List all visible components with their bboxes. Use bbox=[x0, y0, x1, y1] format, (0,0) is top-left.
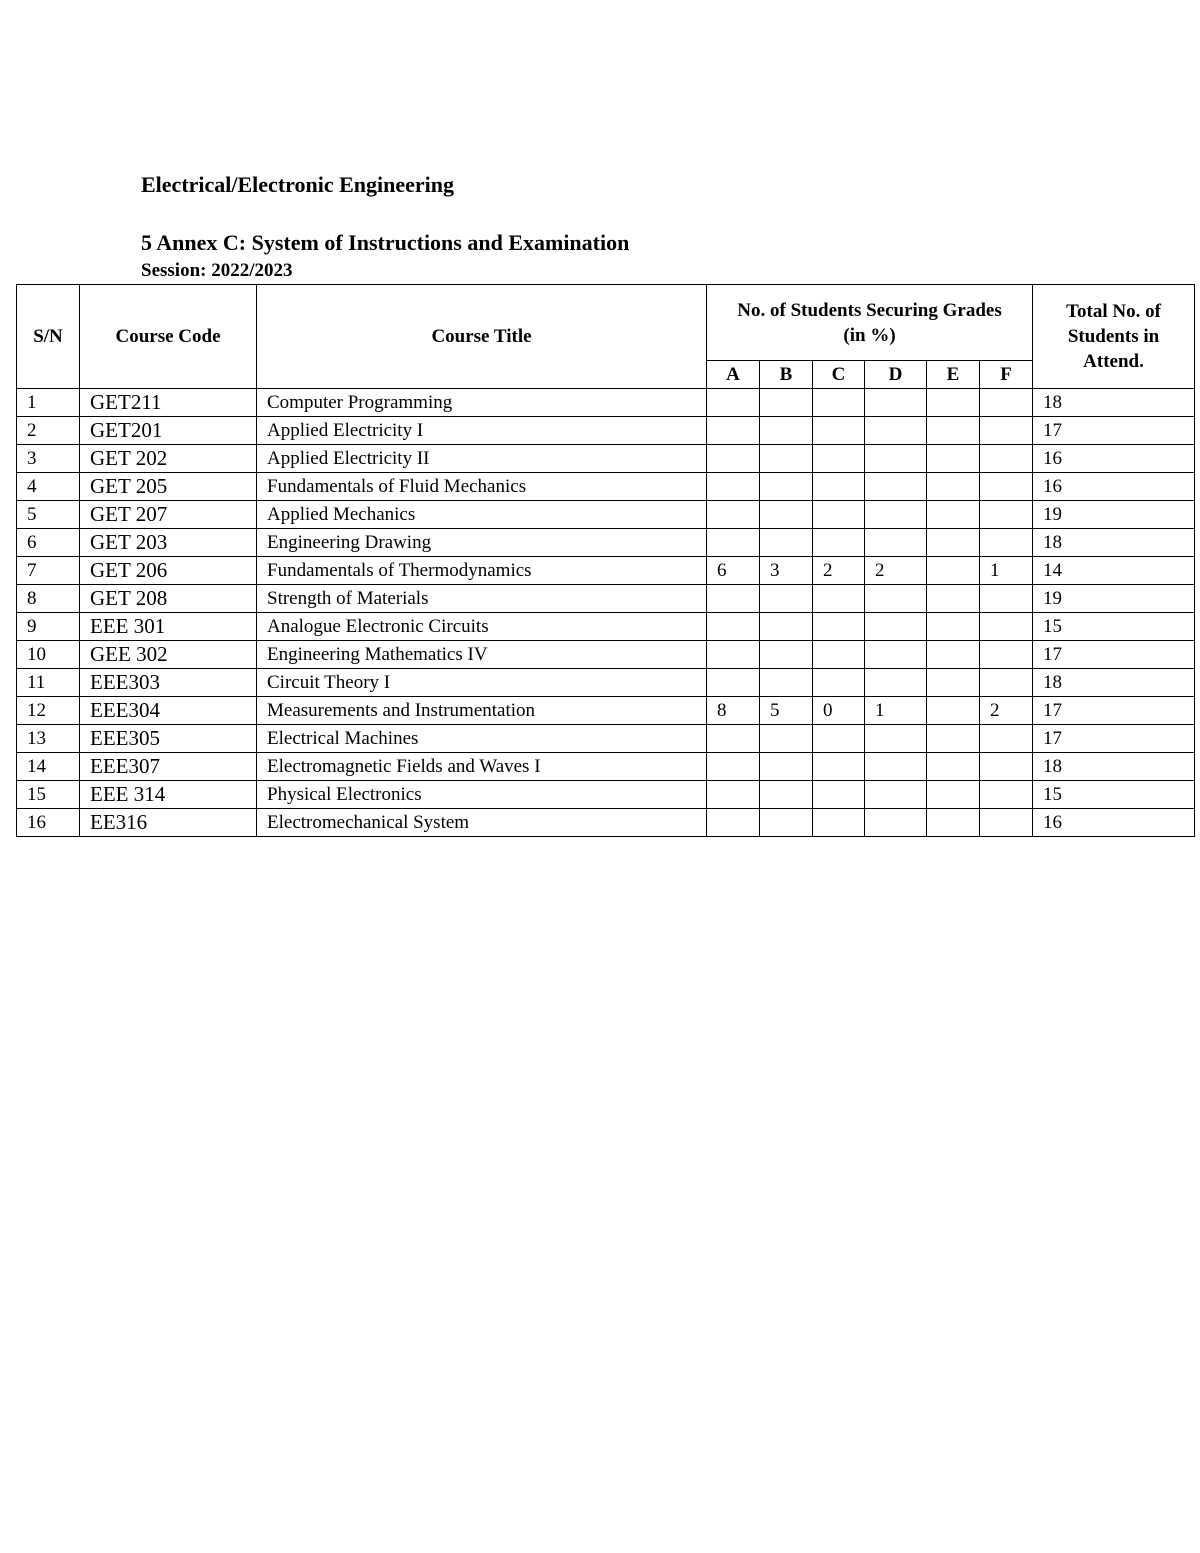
cell-total: 17 bbox=[1033, 417, 1195, 445]
cell-grade-c bbox=[813, 529, 865, 557]
annex-title: 5 Annex C: System of Instructions and Examination bbox=[141, 230, 630, 255]
cell-grade-d bbox=[865, 501, 927, 529]
cell-grade-f bbox=[980, 445, 1033, 473]
cell-course-code: GET 207 bbox=[80, 501, 257, 529]
cell-grade-f bbox=[980, 417, 1033, 445]
header-course-title: Course Title bbox=[257, 285, 707, 389]
cell-grade-d bbox=[865, 641, 927, 669]
table-row bbox=[17, 697, 1195, 725]
cell-sn: 7 bbox=[17, 557, 80, 585]
cell-sn: 9 bbox=[17, 613, 80, 641]
header-total-students: Total No. of Students in Attend. bbox=[1033, 285, 1195, 389]
cell-grade-a bbox=[707, 501, 760, 529]
cell-grade-b bbox=[760, 473, 813, 501]
cell-sn: 16 bbox=[17, 809, 80, 837]
cell-grade-d bbox=[865, 613, 927, 641]
cell-grade-d bbox=[865, 669, 927, 697]
header-grade-f: F bbox=[980, 361, 1033, 389]
cell-course-title: Applied Electricity II bbox=[257, 445, 707, 473]
cell-grade-d: 2 bbox=[865, 557, 927, 585]
cell-grade-d bbox=[865, 445, 927, 473]
cell-grade-e bbox=[927, 669, 980, 697]
cell-grade-b: 3 bbox=[760, 557, 813, 585]
cell-total: 19 bbox=[1033, 585, 1195, 613]
cell-course-code: EEE303 bbox=[80, 669, 257, 697]
cell-grade-e bbox=[927, 445, 980, 473]
cell-course-code: GET 208 bbox=[80, 585, 257, 613]
cell-grade-f bbox=[980, 809, 1033, 837]
cell-sn: 6 bbox=[17, 529, 80, 557]
cell-course-title: Fundamentals of Fluid Mechanics bbox=[257, 473, 707, 501]
cell-course-title: Strength of Materials bbox=[257, 585, 707, 613]
cell-grade-c bbox=[813, 781, 865, 809]
cell-course-title: Engineering Drawing bbox=[257, 529, 707, 557]
cell-sn: 1 bbox=[17, 389, 80, 417]
cell-course-code: GEE 302 bbox=[80, 641, 257, 669]
header-grade-a: A bbox=[707, 361, 760, 389]
cell-grade-a: 6 bbox=[707, 557, 760, 585]
cell-course-title: Analogue Electronic Circuits bbox=[257, 613, 707, 641]
cell-grade-c bbox=[813, 389, 865, 417]
cell-grade-e bbox=[927, 389, 980, 417]
cell-grade-c bbox=[813, 613, 865, 641]
cell-sn: 13 bbox=[17, 725, 80, 753]
cell-grade-f bbox=[980, 585, 1033, 613]
cell-grade-d bbox=[865, 781, 927, 809]
table-row bbox=[17, 753, 1195, 781]
cell-grade-a bbox=[707, 417, 760, 445]
header-grade-b: B bbox=[760, 361, 813, 389]
cell-grade-b bbox=[760, 809, 813, 837]
cell-grade-f bbox=[980, 613, 1033, 641]
cell-grade-f bbox=[980, 781, 1033, 809]
cell-grade-b bbox=[760, 417, 813, 445]
cell-sn: 5 bbox=[17, 501, 80, 529]
cell-grade-d bbox=[865, 529, 927, 557]
cell-grade-d bbox=[865, 753, 927, 781]
cell-grade-a bbox=[707, 669, 760, 697]
cell-course-code: EEE304 bbox=[80, 697, 257, 725]
cell-grade-d: 1 bbox=[865, 697, 927, 725]
cell-grade-a bbox=[707, 809, 760, 837]
cell-grade-f bbox=[980, 389, 1033, 417]
cell-total: 17 bbox=[1033, 725, 1195, 753]
cell-grade-f bbox=[980, 753, 1033, 781]
cell-course-code: GET 203 bbox=[80, 529, 257, 557]
header-grade-e: E bbox=[927, 361, 980, 389]
cell-grade-a: 8 bbox=[707, 697, 760, 725]
cell-course-title: Circuit Theory I bbox=[257, 669, 707, 697]
cell-grade-a bbox=[707, 641, 760, 669]
cell-grade-a bbox=[707, 445, 760, 473]
cell-total: 17 bbox=[1033, 697, 1195, 725]
cell-total: 16 bbox=[1033, 809, 1195, 837]
department-heading: Electrical/Electronic Engineering bbox=[141, 172, 455, 197]
cell-sn: 8 bbox=[17, 585, 80, 613]
cell-grade-a bbox=[707, 389, 760, 417]
table-row bbox=[17, 445, 1195, 473]
cell-grade-c bbox=[813, 445, 865, 473]
cell-sn: 11 bbox=[17, 669, 80, 697]
cell-grade-e bbox=[927, 697, 980, 725]
cell-grade-d bbox=[865, 417, 927, 445]
cell-grade-b bbox=[760, 725, 813, 753]
cell-grade-f bbox=[980, 473, 1033, 501]
cell-grade-e bbox=[927, 781, 980, 809]
cell-course-code: EEE305 bbox=[80, 725, 257, 753]
cell-grade-d bbox=[865, 585, 927, 613]
cell-total: 15 bbox=[1033, 613, 1195, 641]
table-row bbox=[17, 389, 1195, 417]
cell-grade-c bbox=[813, 473, 865, 501]
cell-grade-b: 5 bbox=[760, 697, 813, 725]
cell-grade-f bbox=[980, 529, 1033, 557]
cell-grade-f: 2 bbox=[980, 697, 1033, 725]
session-label: Session: 2022/2023 bbox=[141, 260, 293, 281]
cell-course-code: GET211 bbox=[80, 389, 257, 417]
cell-grade-d bbox=[865, 809, 927, 837]
cell-total: 17 bbox=[1033, 641, 1195, 669]
cell-course-title: Physical Electronics bbox=[257, 781, 707, 809]
table-row bbox=[17, 529, 1195, 557]
cell-grade-a bbox=[707, 585, 760, 613]
cell-sn: 12 bbox=[17, 697, 80, 725]
cell-grade-c bbox=[813, 417, 865, 445]
cell-grade-b bbox=[760, 753, 813, 781]
cell-grade-b bbox=[760, 529, 813, 557]
cell-grade-e bbox=[927, 809, 980, 837]
cell-course-title: Applied Mechanics bbox=[257, 501, 707, 529]
cell-grade-e bbox=[927, 725, 980, 753]
cell-grade-d bbox=[865, 725, 927, 753]
cell-grade-e bbox=[927, 753, 980, 781]
cell-sn: 2 bbox=[17, 417, 80, 445]
cell-grade-a bbox=[707, 725, 760, 753]
cell-grade-f bbox=[980, 725, 1033, 753]
cell-course-code: EEE307 bbox=[80, 753, 257, 781]
cell-grade-a bbox=[707, 473, 760, 501]
cell-grade-c bbox=[813, 641, 865, 669]
grades-table bbox=[16, 284, 1195, 837]
cell-course-code: EE316 bbox=[80, 809, 257, 837]
cell-total: 16 bbox=[1033, 473, 1195, 501]
cell-grade-c: 2 bbox=[813, 557, 865, 585]
table-body bbox=[17, 389, 1195, 837]
cell-grade-c bbox=[813, 501, 865, 529]
cell-sn: 10 bbox=[17, 641, 80, 669]
cell-total: 14 bbox=[1033, 557, 1195, 585]
header-course-code: Course Code bbox=[80, 285, 257, 389]
cell-grade-e bbox=[927, 557, 980, 585]
cell-course-code: GET201 bbox=[80, 417, 257, 445]
table-row bbox=[17, 417, 1195, 445]
cell-total: 18 bbox=[1033, 529, 1195, 557]
table-row bbox=[17, 473, 1195, 501]
table-row bbox=[17, 585, 1195, 613]
cell-course-title: Electromagnetic Fields and Waves I bbox=[257, 753, 707, 781]
cell-grade-b bbox=[760, 641, 813, 669]
cell-grade-e bbox=[927, 417, 980, 445]
cell-course-title: Applied Electricity I bbox=[257, 417, 707, 445]
cell-grade-d bbox=[865, 389, 927, 417]
cell-grade-e bbox=[927, 613, 980, 641]
cell-course-title: Measurements and Instrumentation bbox=[257, 697, 707, 725]
cell-grade-c bbox=[813, 753, 865, 781]
cell-grade-c bbox=[813, 669, 865, 697]
cell-sn: 3 bbox=[17, 445, 80, 473]
cell-course-code: EEE 301 bbox=[80, 613, 257, 641]
cell-grade-b bbox=[760, 389, 813, 417]
cell-grade-b bbox=[760, 585, 813, 613]
cell-course-title: Electromechanical System bbox=[257, 809, 707, 837]
cell-total: 18 bbox=[1033, 669, 1195, 697]
table-row bbox=[17, 809, 1195, 837]
cell-course-title: Computer Programming bbox=[257, 389, 707, 417]
cell-total: 18 bbox=[1033, 753, 1195, 781]
cell-grade-e bbox=[927, 585, 980, 613]
table-row bbox=[17, 501, 1195, 529]
cell-sn: 14 bbox=[17, 753, 80, 781]
table-row bbox=[17, 781, 1195, 809]
table-row bbox=[17, 557, 1195, 585]
cell-grade-b bbox=[760, 501, 813, 529]
cell-grade-f bbox=[980, 669, 1033, 697]
header-sn: S/N bbox=[17, 285, 80, 389]
cell-grade-c: 0 bbox=[813, 697, 865, 725]
cell-grade-a bbox=[707, 613, 760, 641]
cell-course-code: GET 206 bbox=[80, 557, 257, 585]
cell-grade-b bbox=[760, 781, 813, 809]
cell-grade-e bbox=[927, 501, 980, 529]
cell-course-title: Fundamentals of Thermodynamics bbox=[257, 557, 707, 585]
header-grade-c: C bbox=[813, 361, 865, 389]
cell-grade-e bbox=[927, 641, 980, 669]
cell-sn: 15 bbox=[17, 781, 80, 809]
cell-course-title: Electrical Machines bbox=[257, 725, 707, 753]
cell-grade-f bbox=[980, 501, 1033, 529]
cell-total: 16 bbox=[1033, 445, 1195, 473]
cell-grade-c bbox=[813, 809, 865, 837]
table-row bbox=[17, 613, 1195, 641]
table-row bbox=[17, 725, 1195, 753]
table-row bbox=[17, 641, 1195, 669]
cell-grade-f: 1 bbox=[980, 557, 1033, 585]
cell-grade-a bbox=[707, 781, 760, 809]
cell-grade-d bbox=[865, 473, 927, 501]
cell-sn: 4 bbox=[17, 473, 80, 501]
cell-grade-a bbox=[707, 529, 760, 557]
cell-grade-e bbox=[927, 473, 980, 501]
cell-grade-c bbox=[813, 725, 865, 753]
table-header bbox=[17, 285, 1195, 389]
cell-grade-f bbox=[980, 641, 1033, 669]
table-row bbox=[17, 669, 1195, 697]
header-grades-group: No. of Students Securing Grades (in %) bbox=[707, 285, 1033, 361]
cell-grade-e bbox=[927, 529, 980, 557]
cell-total: 19 bbox=[1033, 501, 1195, 529]
cell-grade-c bbox=[813, 585, 865, 613]
cell-grade-b bbox=[760, 613, 813, 641]
cell-course-code: GET 202 bbox=[80, 445, 257, 473]
cell-course-code: EEE 314 bbox=[80, 781, 257, 809]
header-grade-d: D bbox=[865, 361, 927, 389]
cell-grade-a bbox=[707, 753, 760, 781]
cell-grade-b bbox=[760, 669, 813, 697]
cell-course-code: GET 205 bbox=[80, 473, 257, 501]
cell-grade-b bbox=[760, 445, 813, 473]
cell-total: 18 bbox=[1033, 389, 1195, 417]
cell-course-title: Engineering Mathematics IV bbox=[257, 641, 707, 669]
cell-total: 15 bbox=[1033, 781, 1195, 809]
